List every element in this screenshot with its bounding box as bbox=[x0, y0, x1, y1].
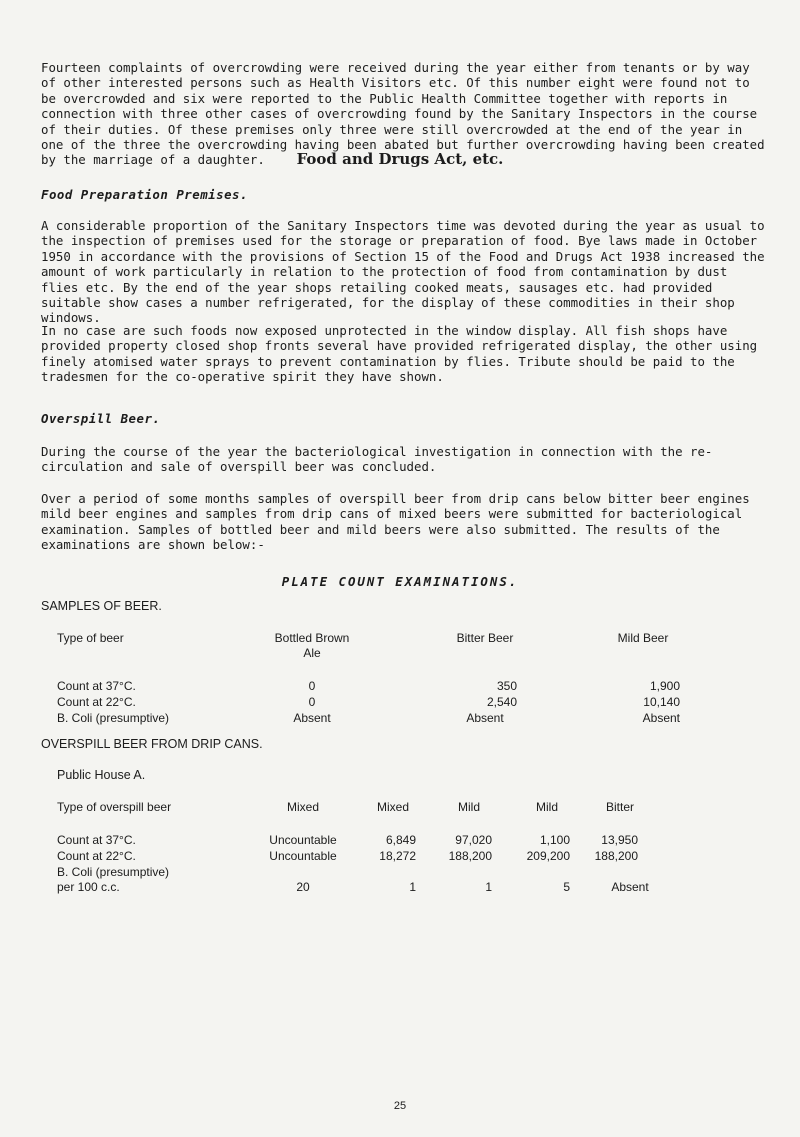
table-cell: 20 bbox=[296, 880, 310, 894]
table2-col-header: Mixed bbox=[286, 800, 319, 814]
table1-col-header: Bottled Brown bbox=[274, 631, 350, 645]
table-cell: 97,020 bbox=[455, 833, 492, 847]
table-cell: 13,950 bbox=[601, 833, 638, 847]
table1-header-label: Type of beer bbox=[57, 631, 124, 645]
table-cell: 188,200 bbox=[594, 849, 638, 863]
row-label: Count at 37°C. bbox=[57, 833, 136, 847]
food-prep-paragraph-2: In no case are such foods now exposed unprotected in the window display. All fish shops have provided property closed shop fronts several have provided refrigerated display, the other using finely atomised water sprays to prevent contamination by flies. Tribute should be paid to the tradesmen for the co-operative spirit they have shown. bbox=[41, 323, 758, 385]
table-cell: 350 bbox=[496, 679, 517, 693]
table2-col-header: Mixed bbox=[376, 800, 409, 814]
table2-col-header: Mild bbox=[535, 800, 558, 814]
table2-col-header: Mild bbox=[457, 800, 480, 814]
plate-count-title: PLATE COUNT EXAMINATIONS. bbox=[281, 574, 519, 589]
table2-col-header: Bitter bbox=[605, 800, 634, 814]
overspill-drip-cans-label: OVERSPILL BEER FROM DRIP CANS. bbox=[41, 737, 263, 751]
overspill-subheading: Overspill Beer. bbox=[41, 411, 161, 426]
table-cell: 1,100 bbox=[539, 833, 570, 847]
table-cell: 0 bbox=[308, 695, 316, 709]
section-heading: Food and Drugs Act, etc. bbox=[296, 150, 504, 168]
public-house-label: Public House A. bbox=[57, 768, 146, 782]
row-label: B. Coli (presumptive) bbox=[57, 711, 170, 725]
row-label: B. Coli (presumptive) bbox=[57, 865, 170, 879]
table-cell: 18,272 bbox=[379, 849, 416, 863]
row-label: Count at 22°C. bbox=[57, 695, 136, 709]
page-number: 25 bbox=[393, 1100, 407, 1112]
table-cell: 1,900 bbox=[649, 679, 680, 693]
table-cell: Absent bbox=[642, 711, 680, 725]
food-prep-paragraph-1: A considerable proportion of the Sanitary Inspectors time was devoted during the year as usual to the inspection of premises used for the storage or preparation of food. Bye laws made in October 1950 in accordance with the provisions of Section 15 of the Food and Drugs Act 1938 increased the amount of work particularly in relation to the protection of food from contamination by dust flies etc. By the end of the year shops retailing cooked meats, sausages etc. had provided suitable show cases a number refrigerated, for the display of these commodities in their shop windows. bbox=[41, 218, 765, 326]
table-cell: Uncountable bbox=[269, 833, 337, 847]
table-cell: Absent bbox=[466, 711, 504, 725]
intro-paragraph: Fourteen complaints of overcrowding were received during the year either from tenants or by way of other interested persons such as Health Visitors etc. Of this number eight were found not to be overcrowded and six were reported to the Public Health Committee together with reports in connection with three other cases of overcrowding found by the Sanitary Inspectors in the course of their duties. Of these premises only three were still overcrowded at the end of the year in one of the three the overcrowding having been abated but further overcrowding having been created by the marriage of a daughter. bbox=[41, 60, 765, 168]
overspill-paragraph-2: Over a period of some months samples of overspill beer from drip cans below bitter beer engines mild beer engines and samples from drip cans of mixed beers were submitted for bacteriological examination. Samples of bottled beer and mild beers were also submitted. The results of the examinations are shown below:- bbox=[41, 491, 750, 553]
row-label: Count at 37°C. bbox=[57, 679, 136, 693]
table1-col-header-cont: Ale bbox=[303, 646, 321, 660]
samples-of-beer-label: SAMPLES OF BEER. bbox=[41, 599, 162, 613]
table-cell: 188,200 bbox=[448, 849, 492, 863]
food-prep-subheading: Food Preparation Premises. bbox=[41, 187, 248, 202]
table-cell: 209,200 bbox=[526, 849, 570, 863]
row-label-cont: per 100 c.c. bbox=[57, 880, 120, 894]
table-cell: 1 bbox=[485, 880, 492, 894]
table2-header-label: Type of overspill beer bbox=[57, 800, 172, 814]
table-cell: 6,849 bbox=[385, 833, 416, 847]
table-cell: 5 bbox=[563, 880, 570, 894]
table-cell: 0 bbox=[308, 679, 316, 693]
table-cell: 1 bbox=[409, 880, 416, 894]
table1-col-header: Bitter Beer bbox=[456, 631, 514, 645]
table1-col-header: Mild Beer bbox=[617, 631, 669, 645]
overspill-paragraph-1: During the course of the year the bacteriological investigation in connection with the re-circulation and sale of overspill beer was concluded. bbox=[41, 444, 713, 475]
table-cell: Absent bbox=[611, 880, 649, 894]
table-cell: 10,140 bbox=[643, 695, 680, 709]
row-label: Count at 22°C. bbox=[57, 849, 136, 863]
table-cell: Absent bbox=[293, 711, 331, 725]
table-cell: 2,540 bbox=[486, 695, 517, 709]
table-cell: Uncountable bbox=[269, 849, 337, 863]
